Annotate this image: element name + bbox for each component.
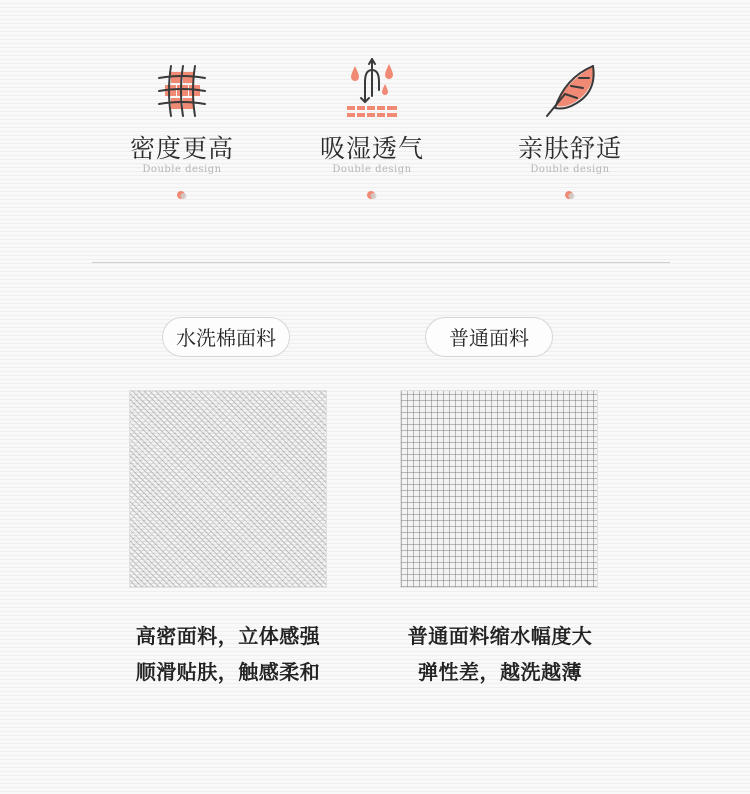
feature-title: 亲肤舒适 [517,134,622,163]
feature-subtitle: Double design [530,164,610,175]
washed-cotton-description [118,618,338,690]
feature-subtitle: Double design [332,164,412,175]
decorative-dot-icon [564,189,576,201]
description-line: 顺滑贴肤，触感柔和 [135,660,321,684]
description-line: 高密面料，立体感强 [135,624,321,648]
washed-cotton-label: 水洗棉面料 [162,317,290,357]
description-line: 普通面料缩水幅度大 [407,624,593,648]
ordinary-fabric-label: 普通面料 [425,317,553,357]
washed-cotton-swatch [129,390,327,588]
feature-title: 密度更高 [129,134,234,163]
feature-subtitle: Double design [142,164,222,175]
feature-breathable [282,56,462,201]
decorative-dot-icon [176,189,188,201]
feather-icon [535,56,605,126]
ordinary-fabric-description [390,618,610,690]
ordinary-fabric-swatch [400,390,598,588]
decorative-dot-icon [366,189,378,201]
moisture-wicking-icon [337,56,407,126]
section-divider [92,262,670,263]
description-line: 弹性差，越洗越薄 [418,660,582,684]
feature-density [92,56,272,201]
dense-grid-icon [147,56,217,126]
feature-title: 吸湿透气 [319,134,424,163]
feature-skin-friendly [480,56,660,201]
